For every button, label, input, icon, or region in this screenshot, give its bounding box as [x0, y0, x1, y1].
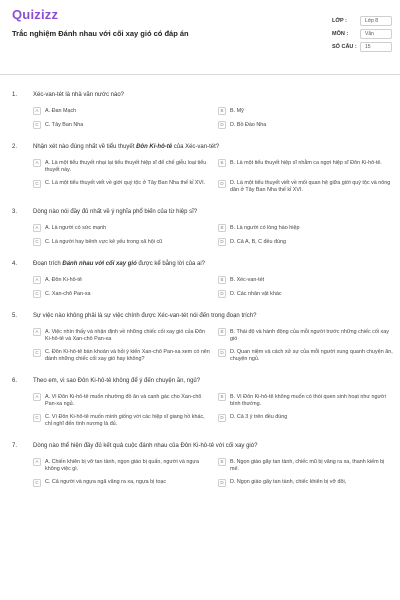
answer-options [33, 159, 391, 194]
question-text [33, 143, 219, 151]
option-text: D. Cả A, B, C đều đúng [230, 238, 287, 245]
answer-option[interactable] [218, 479, 394, 487]
answer-options [33, 458, 388, 487]
option-letter-box[interactable]: B [218, 328, 226, 336]
question-stem [12, 312, 388, 320]
question-text-part: Dòng nào thể hiện đầy đủ kết quả cuộc đánh nhau của Đôn Ki-hô-tê với cối xay gió? [33, 443, 258, 449]
meta-value-box: Văn [360, 29, 392, 39]
meta-row-count [332, 40, 392, 53]
question-text-part: Nhận xét nào đúng nhất về tiểu thuyết [33, 144, 137, 150]
question-number: 6. [12, 378, 18, 384]
question-item [12, 377, 388, 428]
option-text: B. Mỹ [230, 107, 244, 114]
option-letter-box[interactable]: D [218, 121, 226, 129]
question-text-part: được kể bằng lời của ai? [136, 261, 206, 267]
meta-label: LỚP : [332, 17, 347, 24]
answer-option[interactable] [218, 349, 394, 364]
option-text: B. Vì Đôn Ki-hô-tê không muốn có thói quen sinh hoạt như người bình thường. [230, 393, 386, 407]
answer-option[interactable] [33, 290, 212, 298]
answer-option[interactable] [33, 479, 212, 487]
option-text: C. Là một tiểu thuyết viết về giới quý tộc ở Tây Ban Nha thế kỉ XVI. [45, 180, 206, 186]
option-text: D. Là một tiểu thuyết viết về mối quan hệ giữa giới quý tộc và nông dân ở Tây Ban Nha thế kỉ XVI. [230, 180, 391, 193]
question-number: 1. [12, 92, 18, 98]
option-letter-box[interactable]: B [218, 107, 226, 115]
question-stem [12, 442, 388, 450]
answer-option[interactable] [33, 159, 212, 174]
answer-option[interactable] [218, 276, 394, 284]
option-letter-box[interactable]: B [218, 159, 226, 167]
answer-option[interactable] [33, 349, 212, 364]
question-item [12, 312, 393, 363]
question-text [33, 377, 200, 385]
option-text: D. Các nhân vật khác [230, 290, 282, 297]
option-text: A. Đôn Ki-hô-tê [45, 276, 82, 283]
option-text: D. Bồ Đào Nha [230, 121, 267, 128]
option-letter-box[interactable]: C [33, 180, 41, 188]
quizizz-logo: Quizizz [12, 7, 59, 22]
option-letter-box[interactable]: D [218, 414, 226, 422]
answer-options [33, 328, 393, 363]
question-item [12, 208, 388, 246]
option-letter-box[interactable]: A [33, 458, 41, 466]
option-text: A. Vì Đôn Ki-hô-tê muốn nhường đồ ăn và canh gác cho Xan-chô Pan-xa ngủ. [45, 393, 202, 407]
question-stem [12, 91, 388, 99]
question-emphasis: Đánh nhau với cối xay gió [62, 261, 137, 267]
option-text: C. Đôn Ki-hô-tê bàn khoản và hỏi ý kiến Xan-chô Pan-xa xem có nên đánh những chiếc cối xay gió hay không? [45, 349, 210, 362]
option-text: D. Cả 3 ý trên đều đúng [230, 414, 288, 420]
question-text-part: Đoạn trích [33, 261, 63, 267]
answer-option[interactable] [218, 414, 394, 429]
answer-option[interactable] [33, 328, 212, 343]
answer-option[interactable] [33, 238, 212, 246]
answer-option[interactable] [33, 107, 212, 115]
option-letter-box[interactable]: A [33, 276, 41, 284]
question-number: 3. [12, 209, 18, 215]
answer-option[interactable] [33, 276, 212, 284]
question-stem [12, 208, 388, 216]
option-letter-box[interactable]: C [33, 238, 41, 246]
option-letter-box[interactable]: A [33, 328, 41, 336]
question-text-part: Xéc-van-tét là nhà văn nước nào? [33, 92, 125, 98]
option-letter-box[interactable]: B [218, 458, 226, 466]
option-letter-box[interactable]: D [218, 349, 226, 357]
question-text [33, 312, 256, 320]
question-text-part: Sự việc nào không phải là sự việc chính được Xéc-van-tét nói đến trong đoạn trích? [33, 313, 257, 319]
option-text: B. Là một tiểu thuyết hiệp sĩ nhằm ca ngợi hiệp sĩ Đôn Ki-hô-tê. [230, 159, 382, 166]
question-item [12, 91, 388, 129]
option-text: A. Là một tiểu thuyết nhại lại tiểu thuyết hiệp sĩ để chế giễu loại tiểu thuyết này. [45, 159, 207, 173]
option-text: C. Vì Đôn Ki-hô-tê muốn mình giống với các hiệp sĩ giang hồ khác, chỉ nghĩ đến tình nương là đủ. [45, 414, 205, 427]
option-text: A. Đan Mạch [45, 107, 77, 114]
answer-options [33, 276, 388, 298]
meta-label: SỐ CÂU : [332, 43, 357, 50]
answer-option[interactable] [33, 121, 212, 129]
answer-option[interactable] [33, 414, 212, 429]
option-letter-box[interactable]: B [218, 393, 226, 401]
meta-value-box: Lớp 8 [360, 16, 392, 26]
option-letter-box[interactable]: C [33, 414, 41, 422]
answer-option[interactable] [218, 458, 394, 473]
option-letter-box[interactable]: D [218, 180, 226, 188]
question-item [12, 442, 388, 487]
answer-option[interactable] [218, 290, 394, 298]
option-letter-box[interactable]: A [33, 224, 41, 232]
worksheet-header [0, 0, 400, 62]
option-text: C. Cả người và ngựa ngã văng ra xa, ngựa bị toạc [45, 479, 167, 485]
question-text-part: Theo em, vì sao Đôn Ki-hô-tê không để ý đến chuyện ăn, ngủ? [33, 378, 201, 384]
question-text [33, 442, 257, 450]
meta-value-box: 15 [360, 42, 392, 52]
option-text: B. Là người có lòng hào hiệp [230, 224, 300, 231]
meta-row-class [332, 14, 392, 27]
answer-option[interactable] [218, 224, 394, 232]
option-text: B. Ngọn giáo gãy tan tành, chiếc mũ bị văng ra xa, thanh kiếm bị mẻ. [230, 458, 385, 472]
option-text: B. Thái độ và hành động của mỗi người trước những chiếc cối xay gió [230, 328, 389, 342]
option-letter-box[interactable]: C [33, 121, 41, 129]
meta-label: MÔN : [332, 30, 349, 37]
answer-option[interactable] [33, 180, 212, 195]
question-list [0, 75, 400, 487]
answer-options [33, 224, 388, 246]
question-stem [12, 377, 388, 385]
option-letter-box[interactable]: D [218, 479, 226, 487]
question-number: 7. [12, 443, 18, 449]
answer-option[interactable] [33, 224, 212, 232]
answer-option[interactable] [218, 393, 394, 408]
question-text-part: của Xéc-van-tét? [172, 144, 220, 150]
option-text: C. Tây Ban Nha [45, 121, 84, 128]
question-item [12, 143, 391, 194]
answer-option[interactable] [218, 328, 394, 343]
question-number: 2. [12, 144, 18, 150]
answer-option[interactable] [218, 159, 394, 174]
answer-option[interactable] [218, 180, 394, 195]
option-text: B. Xéc-van-tét [230, 276, 265, 283]
option-letter-box[interactable]: C [33, 479, 41, 487]
option-text: D. Quan niệm và cách xử sự của mỗi người xung quanh chuyện ăn, chuyện ngủ. [230, 349, 393, 362]
question-number: 4. [12, 261, 18, 267]
meta-row-subject [332, 27, 392, 40]
answer-options [33, 107, 388, 129]
question-item [12, 260, 388, 298]
option-letter-box[interactable]: C [33, 290, 41, 298]
question-text [33, 91, 124, 99]
option-letter-box[interactable]: C [33, 349, 41, 357]
question-stem [12, 260, 388, 268]
option-letter-box[interactable]: B [218, 224, 226, 232]
question-text [33, 208, 197, 216]
option-letter-box[interactable]: B [218, 276, 226, 284]
option-text: A. Chiến khiên bị vỡ tan tành, ngọn giáo bị quấn, người và ngựa không việc gì. [45, 458, 199, 472]
question-stem [12, 143, 388, 151]
answer-option[interactable] [33, 458, 212, 473]
meta-panel [332, 14, 392, 53]
question-emphasis: Đôn Ki-hô-tê [136, 144, 173, 150]
answer-option[interactable] [218, 121, 394, 129]
answer-options [33, 393, 388, 428]
answer-option[interactable] [218, 238, 394, 246]
option-text: A. Là người có sức mạnh [45, 224, 107, 231]
option-letter-box[interactable]: A [33, 393, 41, 401]
option-text: C. Xan-chô Pan-xa [45, 290, 91, 297]
option-text: D. Ngọn giáo gãy tan tành, chiếc khiên bị vỡ đôi, [230, 479, 347, 485]
question-text [33, 260, 205, 268]
page-title: Trắc nghiệm Đánh nhau với cối xay gió có đáp án [12, 29, 189, 38]
question-text-part: Dòng nào nói đầy đủ nhất về ý nghĩa phổ biến của từ hiệp sĩ? [33, 209, 198, 215]
option-text: A. Việc nhìn thấy và nhận định về những chiếc cối xay gió của Đôn Ki-hô-tê và Xan-chô Pan-xa [45, 328, 205, 342]
option-text: C. Là người hay bênh vực kẻ yếu trong xã hội cũ [45, 238, 163, 245]
question-number: 5. [12, 313, 18, 319]
option-letter-box[interactable]: D [218, 290, 226, 298]
answer-option[interactable] [33, 393, 212, 408]
option-letter-box[interactable]: A [33, 159, 41, 167]
option-letter-box[interactable]: A [33, 107, 41, 115]
option-letter-box[interactable]: D [218, 238, 226, 246]
answer-option[interactable] [218, 107, 394, 115]
